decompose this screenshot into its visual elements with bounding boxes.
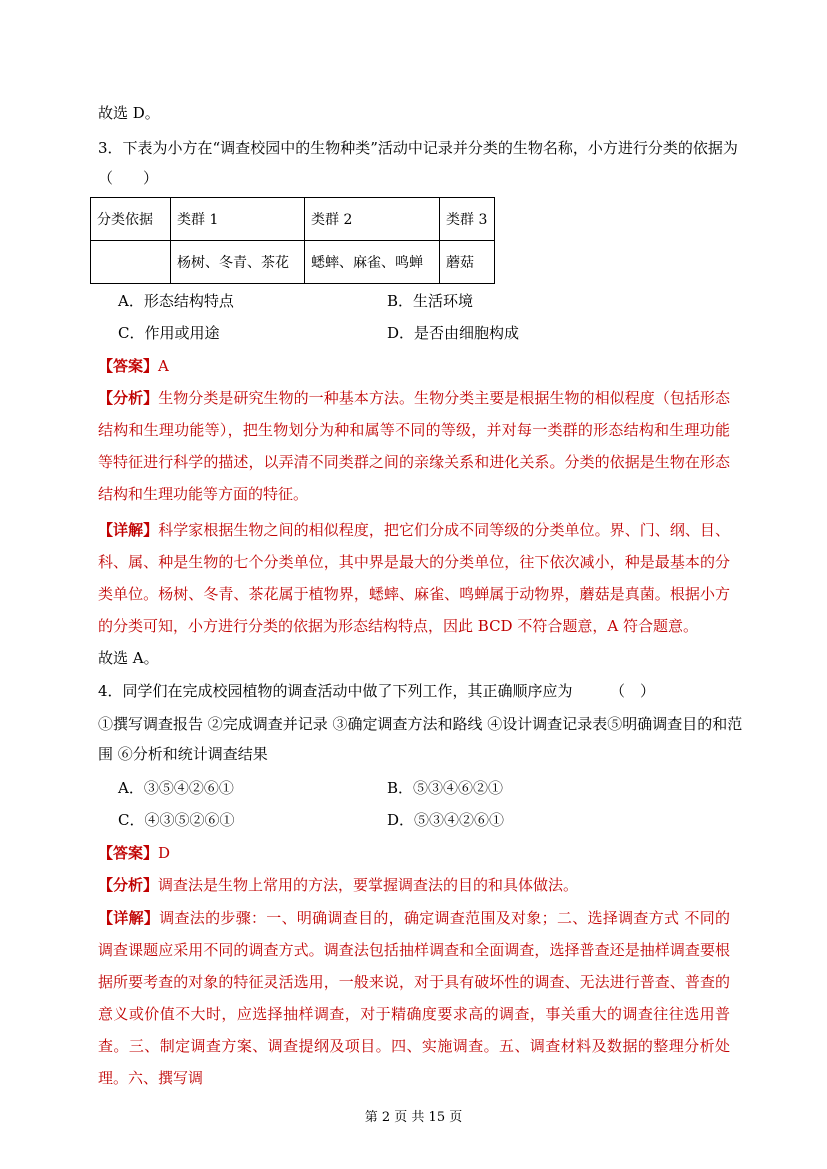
q3-stem-line1: 3．下表为小方在“调查校园中的生物种类”活动中记录并分类的生物名称，小方进行分类的依据为 <box>98 139 738 157</box>
detail-text: 科学家根据生物之间的相似程度，把它们分成不同等级的分类单位。界、门、纲、目、科、属、种是生物的七个分类单位，其中界是最大的分类单位，往下依次减小，种是最基本的分类单位。杨树、冬青、茶花属于植物界，蟋蟀、麻雀、鸣蝉属于动物界，蘑菇是真菌。根据小方的分类可知，小方进行分类的依据为形态结构特点，因此 BCD 不符合题意，A 符合题意。 <box>98 521 730 635</box>
classification-table <box>90 197 495 284</box>
answer-value: D <box>158 844 171 862</box>
table-cell <box>91 241 171 284</box>
q4-steps-line2: 围 ⑥分析和统计调查结果 <box>98 745 268 763</box>
answer-value: A <box>158 357 169 375</box>
detail-label: 【详解】 <box>98 909 160 927</box>
detail-label: 【详解】 <box>98 521 159 539</box>
q4-option-c: C．④③⑤②⑥① <box>118 811 235 829</box>
q4-answer <box>98 843 170 863</box>
table-header-cell: 类群 2 <box>305 198 440 241</box>
table-row <box>91 241 495 284</box>
analysis-text: 生物分类是研究生物的一种基本方法。生物分类主要是根据生物的相似程度（包括形态结构和生理功能等），把生物划分为种和属等不同的等级，并对每一类群的形态结构和生理功能等特征进行科学的描述，以弄清不同类群之间的亲缘关系和进化关系。分类的依据是生物在形态结构和生理功能等方面的特征。 <box>98 389 730 503</box>
analysis-label: 【分析】 <box>98 389 159 407</box>
detail-text: 调查法的步骤：一、明确调查目的，确定调查范围及对象；二、选择调查方式 不同的调查课题应采用不同的调查方式。调查法包括抽样调查和全面调查，选择普查还是抽样调查要根据所要考查的对象的特征灵活选用，一般来说，对于具有破坏性的调查、无法进行普查、普查的意义或价值不大时，应选择抽样调查，对于精确度要求高的调查，事关重大的调查往往选用普查。三、制定调查方案、调查提纲及项目。四、实施调查。五、调查材料及数据的整理分析处理。六、撰写调 <box>98 909 730 1087</box>
q3-conclusion: 故选 A。 <box>98 649 159 667</box>
q3-analysis <box>98 382 730 510</box>
q4-option-d: D．⑤③④②⑥① <box>387 811 505 829</box>
q4-steps-line1: ①撰写调查报告 ②完成调查并记录 ③确定调查方法和路线 ④设计调查记录表⑤明确调查目的和范 <box>98 715 743 733</box>
table-cell: 蟋蟀、麻雀、鸣蝉 <box>305 241 440 284</box>
page-footer: 第 2 页 共 15 页 <box>364 1110 463 1125</box>
analysis-label: 【分析】 <box>98 876 159 894</box>
q4-analysis <box>98 875 578 895</box>
q3-detail <box>98 514 730 642</box>
q4-option-b: B．⑤③④⑥②① <box>387 779 504 797</box>
table-header-cell: 分类依据 <box>91 198 171 241</box>
q3-option-d: D．是否由细胞构成 <box>387 324 520 342</box>
q3-stem-line2: （ ） <box>98 169 159 187</box>
answer-label: 【答案】 <box>98 844 159 862</box>
table-header-cell: 类群 1 <box>171 198 305 241</box>
analysis-text: 调查法是生物上常用的方法，要掌握调查法的目的和具体做法。 <box>158 876 579 894</box>
q3-option-c: C．作用或用途 <box>118 324 220 342</box>
prev-conclusion: 故选 D。 <box>98 104 160 122</box>
q4-stem: 4．同学们在完成校园植物的调查活动中做了下列工作，其正确顺序应为 （ ） <box>98 682 656 700</box>
table-cell: 蘑菇 <box>440 241 495 284</box>
table-header-cell: 类群 3 <box>440 198 495 241</box>
q4-option-a: A．③⑤④②⑥① <box>118 779 234 797</box>
table-cell: 杨树、冬青、茶花 <box>171 241 305 284</box>
answer-label: 【答案】 <box>98 357 159 375</box>
q4-detail <box>98 902 730 1094</box>
q3-option-a: A．形态结构特点 <box>118 292 234 310</box>
q3-option-b: B．生活环境 <box>387 292 474 310</box>
q3-answer <box>98 356 169 376</box>
table-header-row <box>91 198 495 241</box>
